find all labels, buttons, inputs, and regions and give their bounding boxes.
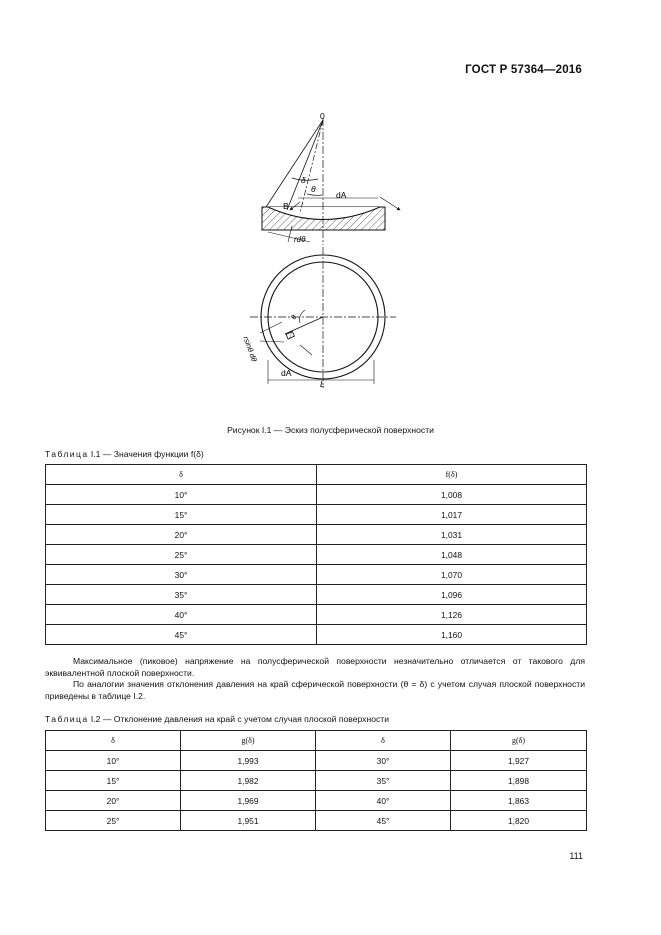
table1-header-f: f(δ) — [317, 465, 587, 485]
delta-label: δ — [301, 175, 306, 185]
table2-title-rest: I.2 — Отклонение давления на край с учетом случая плоской поверхности — [88, 714, 390, 724]
dA-bottom-label: dA — [281, 368, 292, 378]
table-cell: 10° — [46, 751, 181, 771]
L-label: L — [320, 379, 325, 389]
table-cell: 15° — [46, 505, 317, 525]
paragraph-1: Максимальное (пиковое) напряжение на полусферической поверхности незначительно отличается от такового для эквивалентной плоской поверхности. — [45, 656, 585, 678]
table-cell: 1,863 — [451, 791, 587, 811]
table-cell: 1,031 — [317, 525, 587, 545]
table2-title — [45, 714, 389, 724]
r-sin-theta-label: rsinθ dθ — [241, 334, 259, 363]
table-cell: 1,096 — [317, 585, 587, 605]
document-code: ГОСТ Р 57364—2016 — [465, 64, 582, 76]
table-row — [46, 525, 587, 545]
r-dtheta-label: rdθ — [294, 235, 306, 244]
table-cell: 45° — [46, 625, 317, 645]
dA-top-label: dA — [336, 190, 347, 200]
table-cell: 20° — [46, 525, 317, 545]
table-cell: 1,048 — [317, 545, 587, 565]
figure-caption: Рисунок I.1 — Эскиз полусферической поверхности — [227, 425, 434, 435]
table-cell: 25° — [46, 811, 181, 831]
table1-title-rest: I.1 — Значения функции f(δ) — [88, 449, 204, 459]
table1-title — [45, 449, 204, 459]
table-cell: 1,982 — [181, 771, 316, 791]
table-cell: 1,951 — [181, 811, 316, 831]
table-cell: 10° — [46, 485, 317, 505]
table2 — [45, 730, 587, 831]
table-cell: 40° — [46, 605, 317, 625]
table-cell: 1,927 — [451, 751, 587, 771]
table-cell: 30° — [46, 565, 317, 585]
table-row — [46, 791, 587, 811]
table1-title-prefix: Таблица — [45, 449, 89, 459]
table2-header-row — [46, 731, 587, 751]
table-cell: 1,008 — [317, 485, 587, 505]
table-row — [46, 751, 587, 771]
table-cell: 1,820 — [451, 811, 587, 831]
table-cell: 25° — [46, 545, 317, 565]
table-cell: 1,969 — [181, 791, 316, 811]
ring-plan-view-drawing — [241, 247, 396, 389]
table-cell: 1,898 — [451, 771, 587, 791]
page-number: 111 — [569, 851, 583, 861]
cross-section-drawing — [262, 111, 400, 245]
table-row — [46, 505, 587, 525]
table-cell: 45° — [316, 811, 451, 831]
origin-label: 0 — [320, 111, 325, 121]
table-cell: 20° — [46, 791, 181, 811]
table-cell: 15° — [46, 771, 181, 791]
table2-header-delta-2: δ — [316, 731, 451, 751]
table-cell: 1,160 — [317, 625, 587, 645]
table-row — [46, 771, 587, 791]
body-text — [45, 656, 585, 702]
table-row — [46, 565, 587, 585]
table-cell: 30° — [316, 751, 451, 771]
table-cell: 40° — [316, 791, 451, 811]
table-cell: 1,126 — [317, 605, 587, 625]
table-row — [46, 625, 587, 645]
theta-small-label: θ — [290, 314, 299, 321]
table-cell: 35° — [46, 585, 317, 605]
table1 — [45, 464, 587, 645]
table2-header-g-1: g(δ) — [181, 731, 316, 751]
table-cell: 1,017 — [317, 505, 587, 525]
table2-header-delta-1: δ — [46, 731, 181, 751]
table1-header-row — [46, 465, 587, 485]
paragraph-2: По аналогии значения отклонения давления на край сферической поверхности (θ = δ) с учетом случая плоской поверхности приведены в таблице I.2. — [45, 679, 585, 701]
table-cell: 1,993 — [181, 751, 316, 771]
table-cell: 1,070 — [317, 565, 587, 585]
table1-header-delta: δ — [46, 465, 317, 485]
table-row — [46, 545, 587, 565]
hemisphere-sketch-figure — [0, 110, 661, 410]
theta-label: θ — [311, 184, 316, 194]
table-row — [46, 605, 587, 625]
B-label: B — [283, 201, 289, 211]
table2-title-prefix: Таблица — [45, 714, 89, 724]
table-row — [46, 485, 587, 505]
table-row — [46, 585, 587, 605]
table2-header-g-2: g(δ) — [451, 731, 587, 751]
table-cell: 35° — [316, 771, 451, 791]
table-row — [46, 811, 587, 831]
